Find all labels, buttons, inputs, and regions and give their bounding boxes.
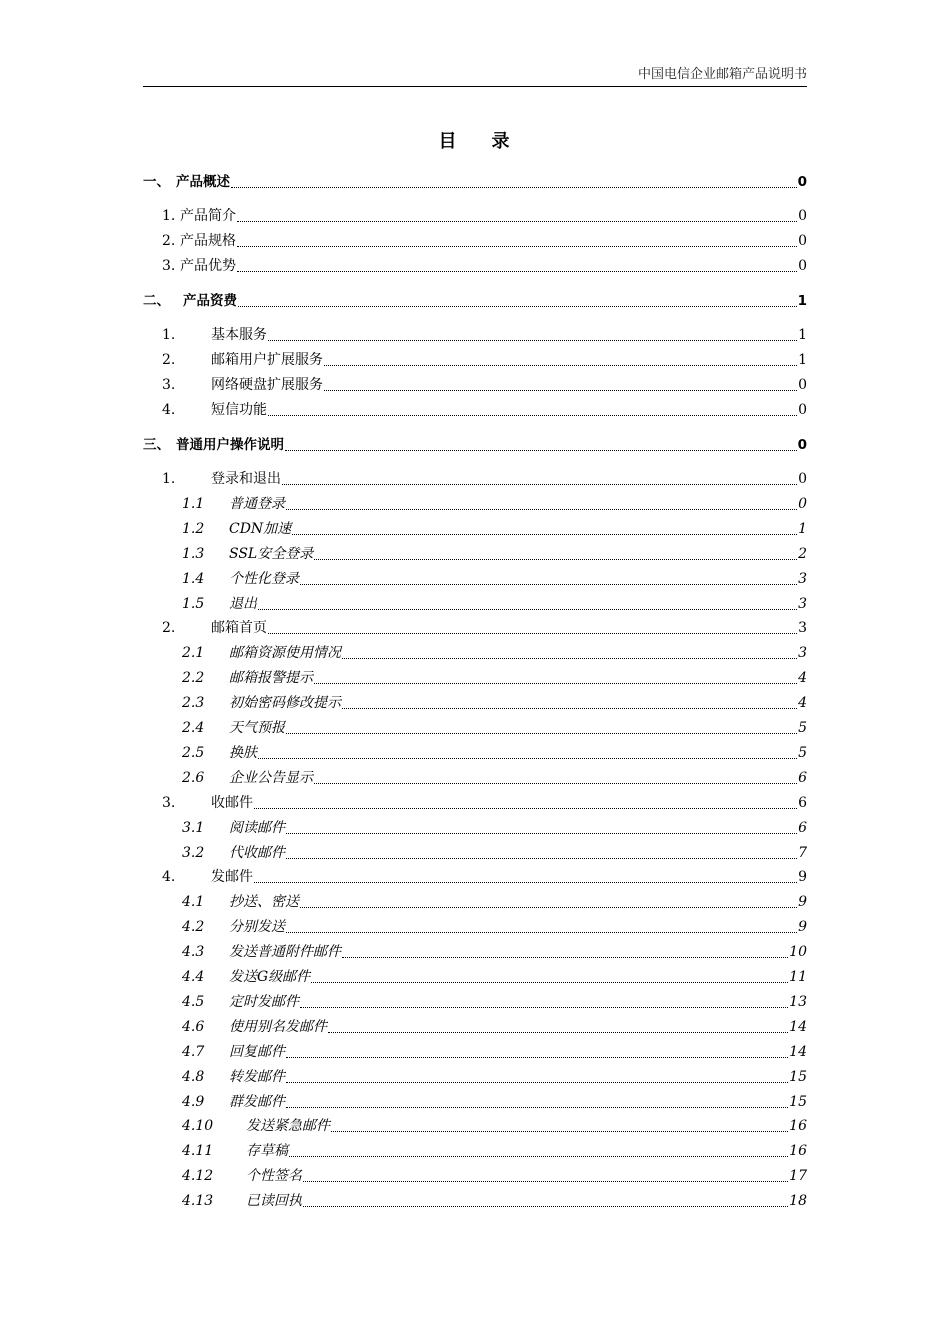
toc-entry[interactable] [182, 519, 807, 539]
toc-entry-page-number: 11 [789, 969, 807, 985]
toc-entry-page-number: 3 [798, 571, 807, 587]
toc-entry-number: 1. [162, 327, 176, 343]
toc-entry-number: 4.13 [182, 1193, 214, 1209]
toc-entry-number: 2. [162, 620, 176, 636]
toc-entry-number: 3. [162, 258, 176, 274]
toc-entry-number: 2.6 [182, 770, 205, 786]
toc-entry-label: 发送G级邮件 [229, 969, 311, 985]
dot-leader [237, 221, 797, 222]
toc-entry-label: 产品规格 [180, 233, 236, 249]
toc-entry-page-number: 15 [789, 1069, 807, 1085]
toc-entry[interactable] [182, 718, 807, 738]
toc-entry[interactable] [182, 668, 807, 688]
dot-leader [314, 783, 797, 784]
toc-entry-number: 3. [162, 377, 176, 393]
toc-entry[interactable] [162, 256, 807, 276]
toc-entry-page-number: 7 [798, 845, 807, 861]
dot-leader [286, 733, 797, 734]
dot-leader [286, 833, 797, 834]
toc-entry-number: 4.5 [182, 994, 205, 1010]
toc-entry[interactable] [182, 1191, 807, 1211]
toc-entry-number: 2. [162, 352, 176, 368]
dot-leader [268, 633, 797, 634]
toc-entry[interactable] [162, 469, 807, 489]
toc-entry-number: 4. [162, 869, 176, 885]
toc-entry-label: 企业公告显示 [229, 770, 313, 786]
toc-entry-page-number: 6 [798, 795, 807, 811]
toc-entry-number: 一、 [143, 174, 170, 190]
toc-entry-page-number: 0 [798, 402, 807, 418]
toc-entry[interactable] [182, 768, 807, 788]
dot-leader [331, 1131, 788, 1132]
toc-entry[interactable] [182, 1141, 807, 1161]
toc-entry-number: 2.4 [182, 720, 205, 736]
toc-entry[interactable] [162, 867, 807, 887]
toc-entry-label: 定时发邮件 [229, 994, 299, 1010]
toc-entry-page-number: 0 [798, 258, 807, 274]
toc-entry-label: 收邮件 [211, 795, 253, 811]
toc-entry-number: 4. [162, 402, 176, 418]
dot-leader [254, 808, 797, 809]
toc-entry-number: 4.8 [182, 1069, 205, 1085]
toc-entry[interactable] [182, 1092, 807, 1112]
toc-entry-page-number: 0 [798, 208, 807, 224]
dot-leader [286, 1057, 788, 1058]
toc-entry[interactable] [182, 818, 807, 838]
toc-entry[interactable] [182, 917, 807, 937]
toc-entry-label: 产品简介 [180, 208, 236, 224]
toc-entry[interactable] [182, 544, 807, 564]
toc-entry-number: 3.2 [182, 845, 205, 861]
toc-entry-label: CDN加速 [229, 521, 292, 537]
toc-entry-label: 分别发送 [229, 919, 285, 935]
dot-leader [237, 246, 797, 247]
toc-entry-label: 邮箱首页 [211, 620, 267, 636]
toc-entry-label: 转发邮件 [229, 1069, 285, 1085]
toc-entry-label: 邮箱资源使用情况 [229, 645, 341, 661]
toc-entry-page-number: 1 [798, 327, 807, 343]
dot-leader [303, 1206, 788, 1207]
toc-entry[interactable] [182, 1017, 807, 1037]
toc-entry-page-number: 9 [798, 919, 807, 935]
toc-entry-page-number: 14 [789, 1019, 807, 1035]
toc-entry[interactable] [182, 843, 807, 863]
toc-entry-page-number: 3 [798, 645, 807, 661]
toc-entry[interactable] [182, 569, 807, 589]
dot-leader [258, 609, 797, 610]
dot-leader [342, 658, 797, 659]
toc-entry-label: 邮箱用户扩展服务 [211, 352, 323, 368]
toc-entry[interactable] [182, 1067, 807, 1087]
dot-leader [311, 982, 788, 983]
toc-entry[interactable] [182, 693, 807, 713]
toc-entry-label: 天气预报 [229, 720, 285, 736]
toc-entry-number: 4.1 [182, 894, 205, 910]
toc-entry-label: 登录和退出 [211, 471, 281, 487]
toc-entry[interactable] [182, 1042, 807, 1062]
dot-leader [303, 1181, 788, 1182]
toc-entry-label: 基本服务 [211, 327, 267, 343]
toc-entry[interactable] [162, 400, 807, 420]
toc-entry-page-number: 0 [797, 437, 807, 453]
dot-leader [268, 340, 797, 341]
toc-entry-label: 已读回执 [246, 1193, 302, 1209]
toc-entry-page-number: 18 [789, 1193, 807, 1209]
toc-entry-page-number: 0 [798, 377, 807, 393]
toc-entry-label: 抄送、密送 [229, 894, 299, 910]
toc-entry[interactable] [182, 942, 807, 962]
toc-entry-page-number: 16 [789, 1143, 807, 1159]
dot-leader [286, 1082, 788, 1083]
toc-entry-label: 网络硬盘扩展服务 [211, 377, 323, 393]
toc-entry-label: 个性签名 [246, 1168, 302, 1184]
toc-entry-number: 4.11 [182, 1143, 214, 1159]
toc-entry-label: 产品优势 [180, 258, 236, 274]
toc-entry[interactable] [162, 618, 807, 638]
dot-leader [282, 484, 797, 485]
toc-entry-label: 存草稿 [246, 1143, 288, 1159]
toc-entry-label: SSL安全登录 [229, 546, 314, 562]
toc-entry-label: 发送普通附件邮件 [229, 944, 341, 960]
toc-entry-number: 4.7 [182, 1044, 205, 1060]
toc-entry-page-number: 0 [798, 471, 807, 487]
toc-entry-page-number: 10 [789, 944, 807, 960]
toc-entry-page-number: 15 [789, 1094, 807, 1110]
toc-entry-label: 个性化登录 [229, 571, 299, 587]
toc-entry-number: 1. [162, 208, 176, 224]
toc-entry-number: 4.10 [182, 1118, 214, 1134]
dot-leader [285, 450, 797, 451]
toc-entry[interactable] [162, 375, 807, 395]
dot-leader [328, 1032, 788, 1033]
dot-leader [268, 415, 797, 416]
toc-entry-page-number: 1 [798, 521, 807, 537]
toc-entry-page-number: 9 [798, 894, 807, 910]
toc-entry-page-number: 17 [789, 1168, 807, 1184]
toc-entry-page-number: 3 [798, 620, 807, 636]
toc-entry-label: 产品概述 [176, 174, 230, 190]
toc-entry-page-number: 2 [798, 546, 807, 562]
toc-entry[interactable] [143, 172, 807, 192]
toc-entry-number: 2.2 [182, 670, 205, 686]
toc-entry-number: 1.4 [182, 571, 205, 587]
toc-entry-label: 群发邮件 [229, 1094, 285, 1110]
toc-entry-number: 2.5 [182, 745, 205, 761]
dot-leader [286, 858, 797, 859]
toc-entry[interactable] [143, 291, 807, 311]
toc-entry-page-number: 5 [798, 745, 807, 761]
toc-entry-number: 三、 [143, 437, 170, 453]
toc-entry[interactable] [182, 992, 807, 1012]
toc-entry[interactable] [182, 1166, 807, 1186]
dot-leader [286, 1107, 788, 1108]
toc-entry[interactable] [162, 206, 807, 226]
toc-title: 目 录 [438, 131, 512, 152]
toc-entry[interactable] [182, 594, 807, 614]
toc-entry-label: 发送紧急邮件 [246, 1118, 330, 1134]
toc-entry[interactable] [162, 793, 807, 813]
dot-leader [289, 1156, 788, 1157]
toc-entry-number: 2.1 [182, 645, 205, 661]
toc-entry[interactable] [182, 643, 807, 663]
dot-leader [300, 1007, 788, 1008]
toc-entry-number: 4.6 [182, 1019, 205, 1035]
toc-entry[interactable] [162, 325, 807, 345]
toc-entry-label: 初始密码修改提示 [229, 695, 341, 711]
toc-entry-number: 3.1 [182, 820, 205, 836]
running-header: 中国电信企业邮箱产品说明书 [143, 66, 807, 87]
toc-entry[interactable] [162, 231, 807, 251]
toc-entry-number: 2. [162, 233, 176, 249]
toc-entry-label: 邮箱报警提示 [229, 670, 313, 686]
toc-entry-page-number: 0 [798, 496, 807, 512]
toc-entry-page-number: 0 [797, 174, 807, 190]
toc-entry-label: 普通登录 [229, 496, 285, 512]
dot-leader [231, 187, 797, 188]
dot-leader [237, 271, 797, 272]
toc-entry-number: 1.3 [182, 546, 205, 562]
toc-entry-label: 换肤 [229, 745, 257, 761]
toc-entry[interactable] [182, 967, 807, 987]
toc-entry-number: 1.1 [182, 496, 205, 512]
dot-leader [238, 306, 797, 307]
toc-entry[interactable] [182, 743, 807, 763]
dot-leader [292, 534, 797, 535]
toc-entry-label: 产品资费 [183, 293, 237, 309]
toc-entry-number: 4.9 [182, 1094, 205, 1110]
dot-leader [324, 390, 797, 391]
toc-entry-label: 退出 [229, 596, 257, 612]
toc-entry-number: 4.4 [182, 969, 205, 985]
toc-entry[interactable] [182, 1116, 807, 1136]
toc-entry-page-number: 1 [798, 352, 807, 368]
toc-entry-label: 使用别名发邮件 [229, 1019, 327, 1035]
dot-leader [286, 932, 797, 933]
dot-leader [342, 708, 797, 709]
toc-entry-label: 代收邮件 [229, 845, 285, 861]
toc-entry-number: 1. [162, 471, 176, 487]
dot-leader [300, 584, 797, 585]
dot-leader [314, 683, 797, 684]
toc-entry[interactable] [182, 892, 807, 912]
toc-entry-page-number: 6 [798, 770, 807, 786]
toc-entry-page-number: 9 [798, 869, 807, 885]
toc-entry-page-number: 13 [789, 994, 807, 1010]
toc-entry[interactable] [162, 350, 807, 370]
toc-entry-label: 短信功能 [211, 402, 267, 418]
toc-entry-number: 2.3 [182, 695, 205, 711]
toc-entry[interactable] [182, 494, 807, 514]
toc-entry-page-number: 6 [798, 820, 807, 836]
toc-entry-page-number: 4 [798, 670, 807, 686]
toc-entry-label: 回复邮件 [229, 1044, 285, 1060]
toc-entry-number: 1.5 [182, 596, 205, 612]
dot-leader [286, 509, 797, 510]
dot-leader [300, 907, 797, 908]
toc-entry[interactable] [143, 435, 807, 455]
toc-entry-number: 4.2 [182, 919, 205, 935]
toc-entry-number: 二、 [143, 293, 170, 309]
dot-leader [342, 957, 788, 958]
toc-entry-page-number: 16 [789, 1118, 807, 1134]
dot-leader [258, 758, 797, 759]
toc-entry-page-number: 1 [797, 293, 807, 309]
dot-leader [314, 559, 797, 560]
toc-entry-label: 发邮件 [211, 869, 253, 885]
toc-entry-number: 4.3 [182, 944, 205, 960]
toc-entry-page-number: 5 [798, 720, 807, 736]
toc-entry-label: 普通用户操作说明 [176, 437, 284, 453]
dot-leader [254, 882, 797, 883]
toc-entry-page-number: 4 [798, 695, 807, 711]
toc-entry-label: 阅读邮件 [229, 820, 285, 836]
toc-entry-page-number: 0 [798, 233, 807, 249]
toc-entry-number: 1.2 [182, 521, 205, 537]
dot-leader [324, 365, 797, 366]
toc-entry-number: 4.12 [182, 1168, 214, 1184]
toc-entry-number: 3. [162, 795, 176, 811]
toc-entry-page-number: 3 [798, 596, 807, 612]
toc-entry-page-number: 14 [789, 1044, 807, 1060]
